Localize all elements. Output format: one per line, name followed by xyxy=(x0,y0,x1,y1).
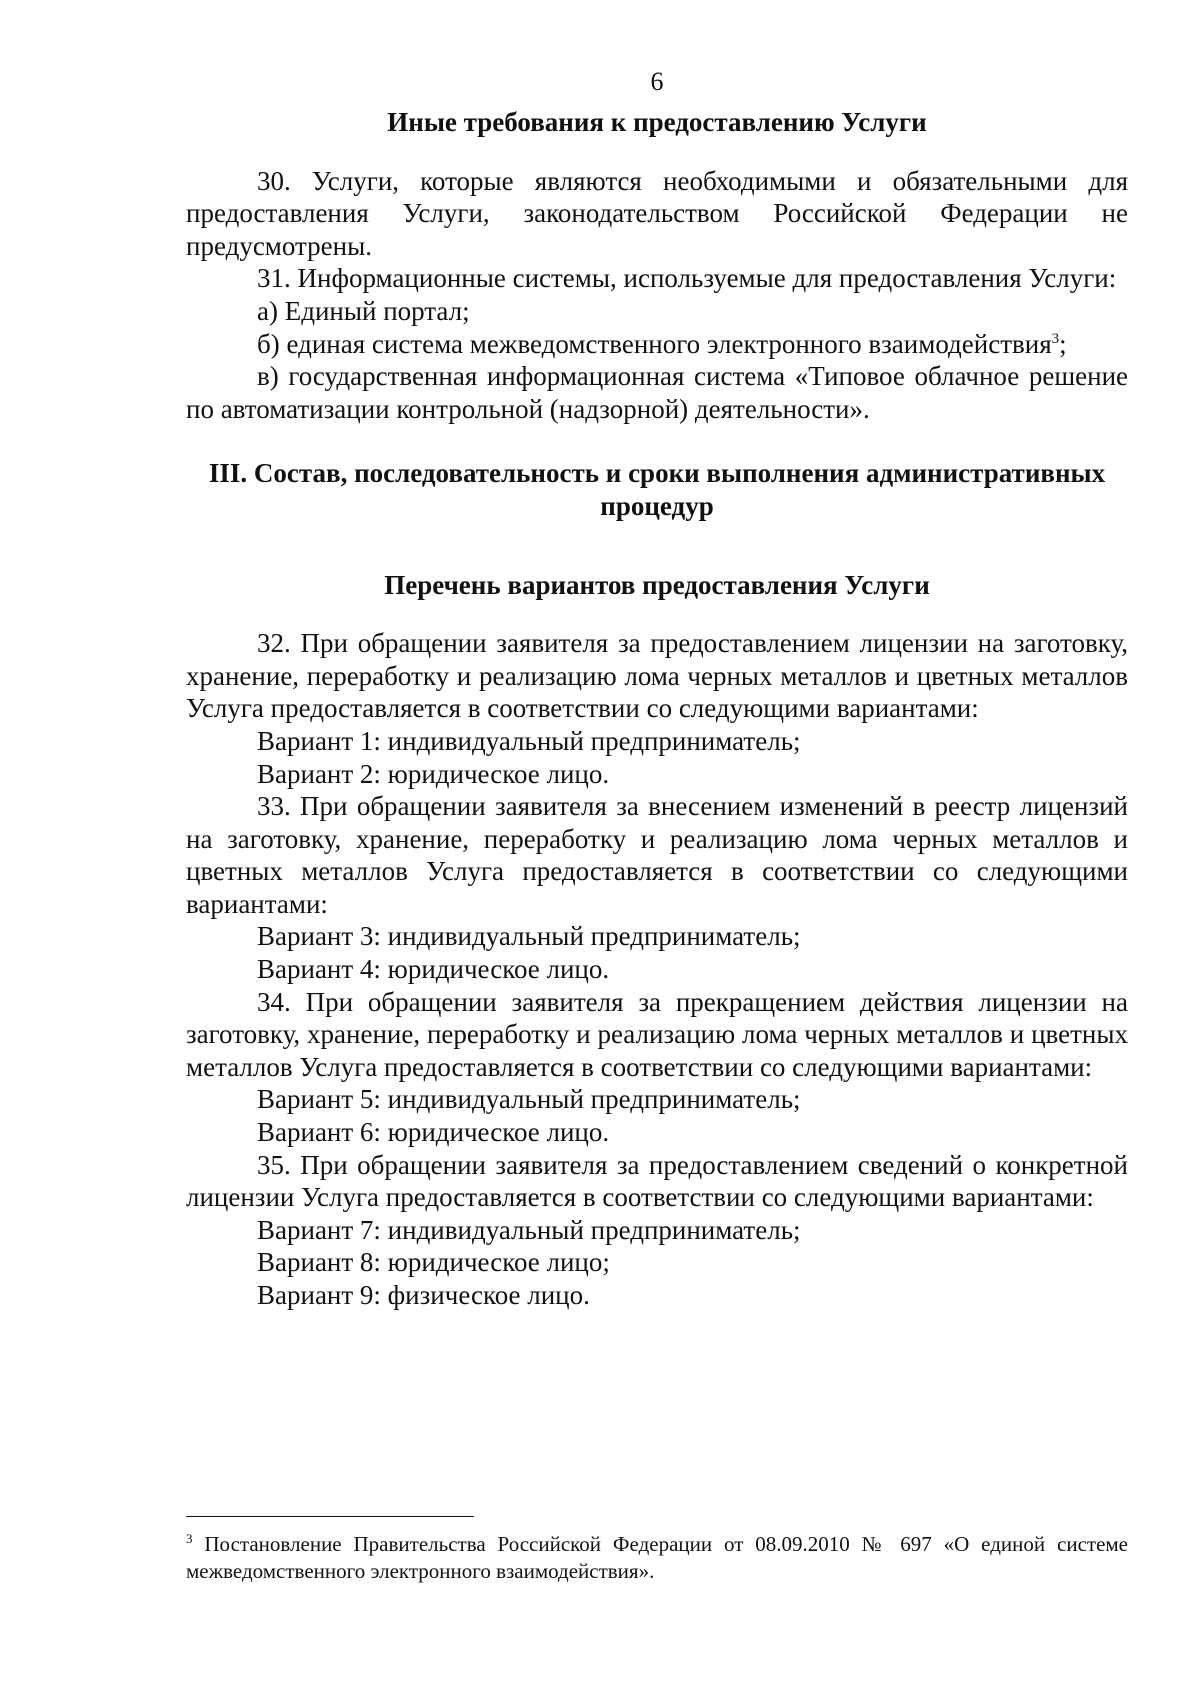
variant-2: Вариант 2: юридическое лицо. xyxy=(257,758,610,789)
paragraph-31c: в) государственная информационная система «Типовое облачное решение по автоматизации контрольной (надзорной) деятельности». xyxy=(186,361,1128,424)
footnote-number: 3 xyxy=(186,1531,193,1546)
variant-6: Вариант 6: юридическое лицо. xyxy=(257,1117,610,1148)
footnote-divider xyxy=(186,1516,474,1517)
footnote-text xyxy=(186,1531,1128,1585)
paragraph-34: 34. При обращении заявителя за прекращением действия лицензии на заготовку, хранение, переработку и реализацию лома черных металлов и цветных металлов Услуга предоставляется в соответствии со следующими вариантами: xyxy=(186,986,1128,1082)
footnote-reference: 3 xyxy=(1051,330,1060,347)
page-number: 6 xyxy=(650,67,664,96)
paragraph-31b xyxy=(186,328,1128,361)
footnote xyxy=(186,1516,1128,1585)
paragraph-35: 35. При обращении заявителя за предоставлением сведений о конкретной лицензии Услуга предоставляется в соответствии со следующими вариантами: xyxy=(186,1149,1128,1213)
heading-variants-list: Перечень вариантов предоставления Услуги xyxy=(384,569,930,600)
paragraph-32: 32. При обращении заявителя за предоставлением лицензии на заготовку, хранение, переработку и реализацию лома черных металлов и цветных металлов Услуга предоставляется в соответствии со следующими вариантами: xyxy=(186,628,1128,724)
paragraph-31b-end: ; xyxy=(1059,328,1067,359)
paragraph-31b-text: б) единая система межведомственного электронного взаимодействия xyxy=(257,328,1052,359)
heading-other-requirements: Иные требования к предоставлению Услуги xyxy=(387,107,927,137)
variant-4: Вариант 4: юридическое лицо. xyxy=(257,954,610,985)
footnote-body: Постановление Правительства Российской Федерации от 08.09.2010 № 697 «О единой системе межведомственного электронного взаимодействия». xyxy=(186,1532,1128,1583)
page-content xyxy=(186,66,1128,1312)
section-heading-iii: III. Состав, последовательность и сроки выполнения административных процедур xyxy=(208,458,1106,521)
variant-1: Вариант 1: индивидуальный предприниматель; xyxy=(257,725,801,756)
variant-7: Вариант 7: индивидуальный предприниматель; xyxy=(257,1214,801,1245)
variant-8: Вариант 8: юридическое лицо; xyxy=(257,1247,610,1278)
variant-5: Вариант 5: индивидуальный предприниматель; xyxy=(257,1084,801,1115)
paragraph-30: 30. Услуги, которые являются необходимыми и обязательными для предоставления Услуги, законодательством Российской Федерации не предусмотрены. xyxy=(186,165,1128,261)
paragraph-31: 31. Информационные системы, используемые для предоставления Услуги: xyxy=(257,263,1117,294)
paragraph-33: 33. При обращении заявителя за внесением изменений в реестр лицензий на заготовку, хранение, переработку и реализацию лома черных металлов и цветных металлов Услуга предоставляется в соответствии со следующими вариантами: xyxy=(186,791,1128,919)
variant-9: Вариант 9: физическое лицо. xyxy=(257,1280,590,1310)
variant-3: Вариант 3: индивидуальный предприниматель; xyxy=(257,921,801,952)
paragraph-31a: а) Единый портал; xyxy=(257,295,470,326)
